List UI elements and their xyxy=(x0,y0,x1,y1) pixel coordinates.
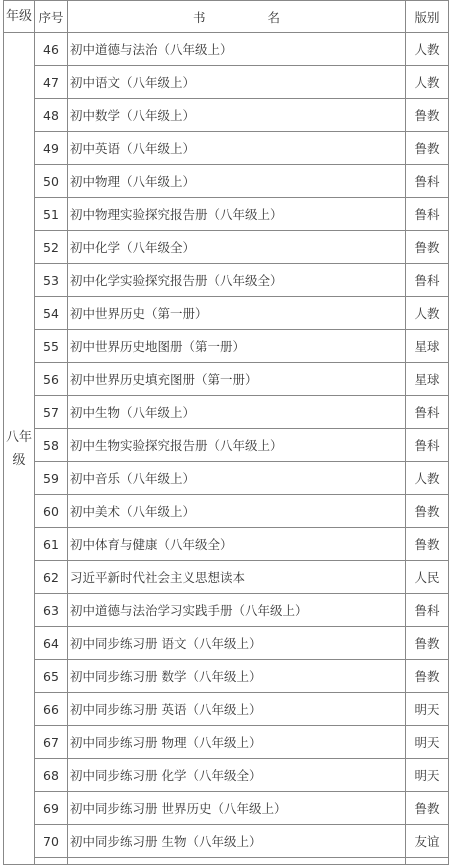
row-title: 初中同步练习册 化学（八年级全） xyxy=(68,759,406,792)
row-title: 初中世界历史填充图册（第一册） xyxy=(68,363,406,396)
row-number: 59 xyxy=(35,462,68,495)
table-row xyxy=(4,99,449,132)
row-title: 初中语文（八年级上） xyxy=(68,66,406,99)
header-title-second: 名 xyxy=(267,9,281,25)
row-publisher: 鲁科 xyxy=(406,594,449,627)
row-number: 48 xyxy=(35,99,68,132)
row-title: 初中同步练习册 数学（八年级上） xyxy=(68,660,406,693)
row-title: 初中同步练习册 物理（八年级上） xyxy=(68,726,406,759)
row-publisher: 鲁科 xyxy=(406,165,449,198)
row-publisher: 友谊 xyxy=(406,825,449,858)
row-number: 50 xyxy=(35,165,68,198)
empty-cell xyxy=(68,858,406,865)
table-row xyxy=(4,627,449,660)
grade-cell xyxy=(4,33,35,865)
row-title: 初中物理实验探究报告册（八年级上） xyxy=(68,198,406,231)
row-number: 67 xyxy=(35,726,68,759)
row-title: 初中音乐（八年级上） xyxy=(68,462,406,495)
row-title: 习近平新时代社会主义思想读本 xyxy=(68,561,406,594)
row-title: 初中化学（八年级全） xyxy=(68,231,406,264)
row-number: 58 xyxy=(35,429,68,462)
row-number: 63 xyxy=(35,594,68,627)
table-row xyxy=(4,66,449,99)
row-publisher: 星球 xyxy=(406,330,449,363)
table-row xyxy=(4,726,449,759)
table-row xyxy=(4,528,449,561)
table-row xyxy=(4,33,449,66)
row-title: 初中世界历史地图册（第一册） xyxy=(68,330,406,363)
row-title: 初中数学（八年级上） xyxy=(68,99,406,132)
row-number: 47 xyxy=(35,66,68,99)
table-row xyxy=(4,693,449,726)
table-row xyxy=(4,330,449,363)
table-row xyxy=(4,594,449,627)
row-publisher: 鲁教 xyxy=(406,495,449,528)
row-publisher: 鲁教 xyxy=(406,792,449,825)
row-title: 初中同步练习册 世界历史（八年级上） xyxy=(68,792,406,825)
table-row xyxy=(4,759,449,792)
row-publisher: 明天 xyxy=(406,759,449,792)
row-number: 70 xyxy=(35,825,68,858)
table-row xyxy=(4,165,449,198)
table-row xyxy=(4,462,449,495)
row-publisher: 鲁教 xyxy=(406,231,449,264)
row-number: 53 xyxy=(35,264,68,297)
row-title: 初中生物实验探究报告册（八年级上） xyxy=(68,429,406,462)
row-title: 初中美术（八年级上） xyxy=(68,495,406,528)
row-title: 初中道德与法治学习实践手册（八年级上） xyxy=(68,594,406,627)
row-title: 初中化学实验探究报告册（八年级全） xyxy=(68,264,406,297)
row-publisher: 人教 xyxy=(406,33,449,66)
row-publisher: 鲁科 xyxy=(406,396,449,429)
row-title: 初中同步练习册 英语（八年级上） xyxy=(68,693,406,726)
table-row xyxy=(4,297,449,330)
row-title: 初中生物（八年级上） xyxy=(68,396,406,429)
row-number: 54 xyxy=(35,297,68,330)
row-number: 62 xyxy=(35,561,68,594)
table-row xyxy=(4,132,449,165)
row-publisher: 星球 xyxy=(406,363,449,396)
row-number: 61 xyxy=(35,528,68,561)
table-row xyxy=(4,264,449,297)
row-title: 初中世界历史（第一册） xyxy=(68,297,406,330)
row-number: 57 xyxy=(35,396,68,429)
row-publisher: 鲁科 xyxy=(406,429,449,462)
row-number: 60 xyxy=(35,495,68,528)
table-row xyxy=(4,495,449,528)
row-title: 初中体育与健康（八年级全） xyxy=(68,528,406,561)
header-publisher: 版别 xyxy=(406,1,449,33)
row-number: 55 xyxy=(35,330,68,363)
row-publisher: 人教 xyxy=(406,66,449,99)
row-publisher: 明天 xyxy=(406,726,449,759)
row-number: 51 xyxy=(35,198,68,231)
book-list-table xyxy=(3,0,449,865)
table-row-cutoff xyxy=(4,858,449,865)
row-title: 初中英语（八年级上） xyxy=(68,132,406,165)
row-number: 52 xyxy=(35,231,68,264)
row-publisher: 人民 xyxy=(406,561,449,594)
header-title xyxy=(68,1,406,33)
row-number: 64 xyxy=(35,627,68,660)
row-publisher: 人教 xyxy=(406,462,449,495)
row-publisher: 鲁教 xyxy=(406,627,449,660)
row-publisher: 明天 xyxy=(406,693,449,726)
header-grade: 年级 xyxy=(4,1,35,33)
row-publisher: 鲁教 xyxy=(406,660,449,693)
row-number: 66 xyxy=(35,693,68,726)
row-publisher: 鲁教 xyxy=(406,528,449,561)
empty-cell xyxy=(35,858,68,865)
row-title: 初中同步练习册 语文（八年级上） xyxy=(68,627,406,660)
empty-cell xyxy=(406,858,449,865)
row-number: 69 xyxy=(35,792,68,825)
row-title: 初中同步练习册 生物（八年级上） xyxy=(68,825,406,858)
grade-label: 八年级 xyxy=(6,429,33,468)
header-title-first: 书 xyxy=(192,9,206,25)
table-row xyxy=(4,231,449,264)
row-publisher: 鲁科 xyxy=(406,264,449,297)
header-row xyxy=(4,1,449,33)
row-title: 初中物理（八年级上） xyxy=(68,165,406,198)
table-row xyxy=(4,561,449,594)
table-row xyxy=(4,198,449,231)
row-number: 49 xyxy=(35,132,68,165)
row-number: 56 xyxy=(35,363,68,396)
header-number: 序号 xyxy=(35,1,68,33)
table-row xyxy=(4,825,449,858)
row-number: 68 xyxy=(35,759,68,792)
row-number: 46 xyxy=(35,33,68,66)
row-publisher: 鲁教 xyxy=(406,99,449,132)
row-title: 初中道德与法治（八年级上） xyxy=(68,33,406,66)
row-publisher: 鲁科 xyxy=(406,198,449,231)
table-row xyxy=(4,396,449,429)
row-number: 65 xyxy=(35,660,68,693)
table-row xyxy=(4,429,449,462)
table-body xyxy=(4,33,449,865)
table-row xyxy=(4,792,449,825)
table-row xyxy=(4,660,449,693)
table-row xyxy=(4,363,449,396)
row-publisher: 人教 xyxy=(406,297,449,330)
row-publisher: 鲁教 xyxy=(406,132,449,165)
